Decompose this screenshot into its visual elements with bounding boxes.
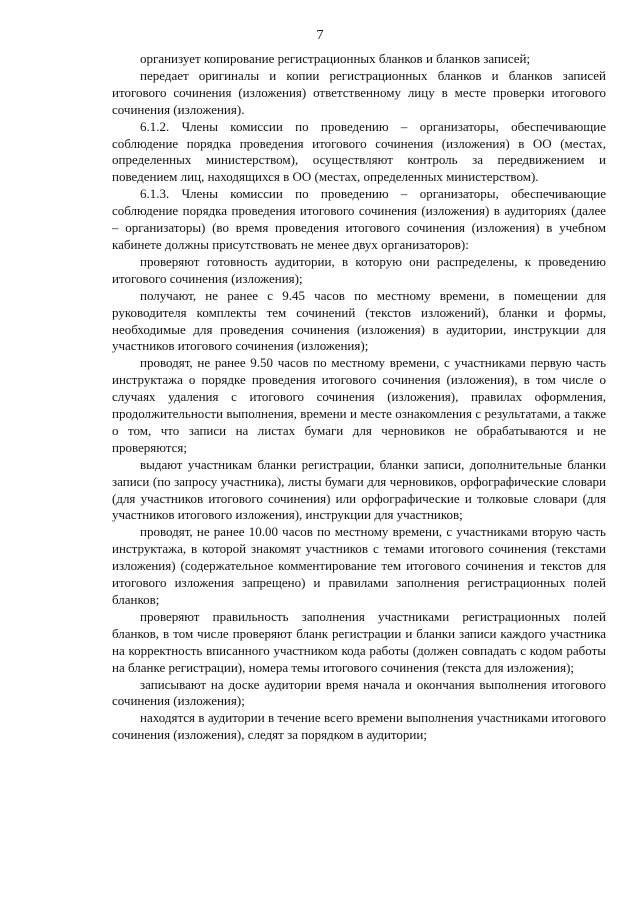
paragraph: записывают на доске аудитории время начала и окончания выполнения итогового сочинения (изложения); [112,676,606,709]
paragraph: проверяют правильность заполнения участниками регистрационных полей бланков, в том числе проверяют бланк регистрации и бланки записи каждого участника на корректность вписанного участником кода работы (должен совпадать с кодом работы на бланке регистрации), номера темы итогового сочинения (текста для изложения); [112,608,606,675]
document-body [112,51,606,744]
paragraph: проводят, не ранее 10.00 часов по местному времени, с участниками вторую часть инструктажа, в которой знакомят участников с темами итогового сочинения (текстами изложения) (содержательное комментирование тем итогового сочинения и текстов для итогового изложения запрещено) и правилами заполнения регистрационных полей бланков; [112,524,606,607]
paragraph: проверяют готовность аудитории, в которую они распределены, к проведению итогового сочинения (изложения); [112,253,606,286]
paragraph: выдают участникам бланки регистрации, бланки записи, дополнительные бланки записи (по запросу участника), листы бумаги для черновиков, орфографические словари (для участников итогового сочинения) или орфографические и толковые словари (для участников итогового изложения), инструкции для участников; [112,456,606,523]
paragraph: находятся в аудитории в течение всего времени выполнения участниками итогового сочинения (изложения), следят за порядком в аудитории; [112,710,606,743]
paragraph: получают, не ранее с 9.45 часов по местному времени, в помещении для руководителя комплекты тем сочинений (текстов изложений), бланки и формы, необходимые для проведения сочинения (изложения) в аудитории, инструкции для участников итогового сочинения (изложения); [112,287,606,354]
paragraph: 6.1.2. Члены комиссии по проведению – организаторы, обеспечивающие соблюдение порядка проведения итогового сочинения (изложения) в ОО (местах, определенных министерством), осуществляют контроль за передвижением и поведением лиц, находящихся в ОО (местах, определенных министерством). [112,118,606,185]
paragraph: организует копирование регистрационных бланков и бланков записей; [140,51,531,66]
paragraph: передает оригиналы и копии регистрационных бланков и бланков записей итогового сочинения (изложения) ответственному лицу в месте проверки итогового сочинения (изложения). [112,67,606,117]
paragraph: 6.1.3. Члены комиссии по проведению – организаторы, обеспечивающие соблюдение порядка проведения итогового сочинения (изложения) в аудиториях (далее – организаторы) (во время проведения итогового сочинения (изложения) в учебном кабинете должны присутствовать не менее двух организаторов): [112,186,606,252]
paragraph: проводят, не ранее 9.50 часов по местному времени, с участниками первую часть инструктажа о порядке проведения итогового сочинения (изложения), в том числе о случаях удаления с итогового сочинения (изложения), правилах оформления, продолжительности выполнения, времени и месте ознакомления с результатами, а также о том, что записи на листах бумаги для черновиков не обрабатываются и не проверяются; [112,355,606,455]
page-number: 7 [316,28,324,43]
